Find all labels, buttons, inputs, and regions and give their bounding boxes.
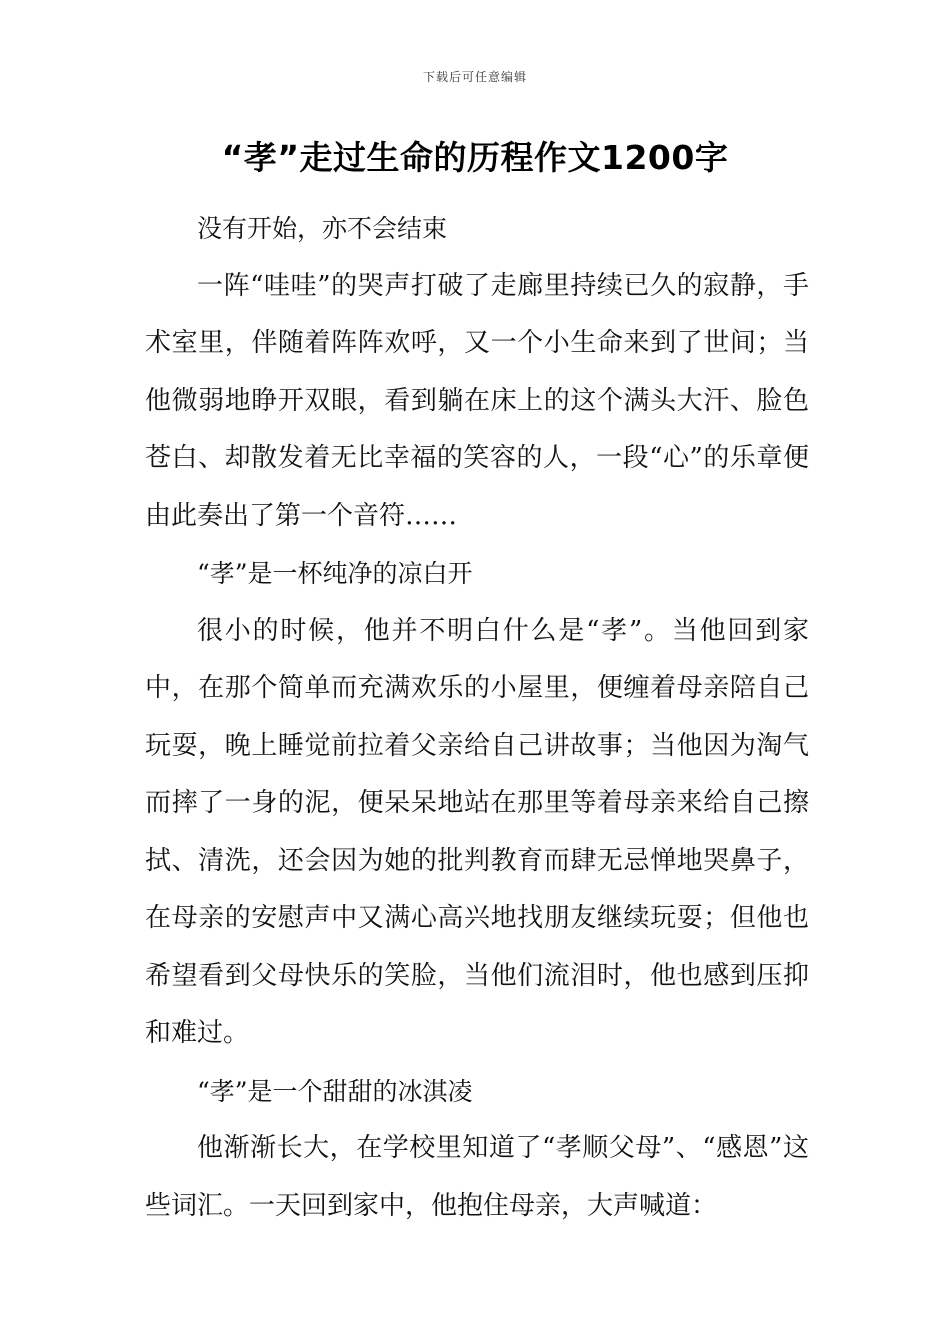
header-note: 下载后可任意编辑 [422, 70, 527, 84]
paragraph: 一阵“哇哇”的哭声打破了走廊里持续已久的寂静，手术室里，伴随着阵阵欢呼，又一个小生命来到了世间；当他微弱地睁开双眼，看到躺在床上的这个满头大汗、脸色苍白、却散发着无比幸福的笑容的人，一段“心”的乐章便由此奏出了第一个音符…… [145, 270, 809, 531]
page-title: “孝”走过生命的历程作文1200字 [221, 138, 729, 177]
section-heading: “孝”是一杯纯净的凉白开 [197, 559, 473, 588]
article-body [145, 200, 809, 1235]
paragraph: 很小的时候，他并不明白什么是“孝”。当他回到家中，在那个简单而充满欢乐的小屋里，便缠着母亲陪自己玩耍，晚上睡觉前拉着父亲给自己讲故事；当他因为淘气而摔了一身的泥，便呆呆地站在那里等着母亲来给自己擦拭、清洗，还会因为她的批判教育而肆无忌惮地哭鼻子，在母亲的安慰声中又满心高兴地找朋友继续玩耍；但他也希望看到父母快乐的笑脸，当他们流泪时，他也感到压抑和难过。 [145, 615, 809, 1048]
section-heading: “孝”是一个甜甜的冰淇凌 [197, 1076, 473, 1106]
section-heading: 没有开始，亦不会结束 [197, 214, 448, 243]
paragraph: 他渐渐长大，在学校里知道了“孝顺父母”、“感恩”这些词汇。一天回到家中，他抱住母亲，大声喊道： [145, 1133, 809, 1221]
